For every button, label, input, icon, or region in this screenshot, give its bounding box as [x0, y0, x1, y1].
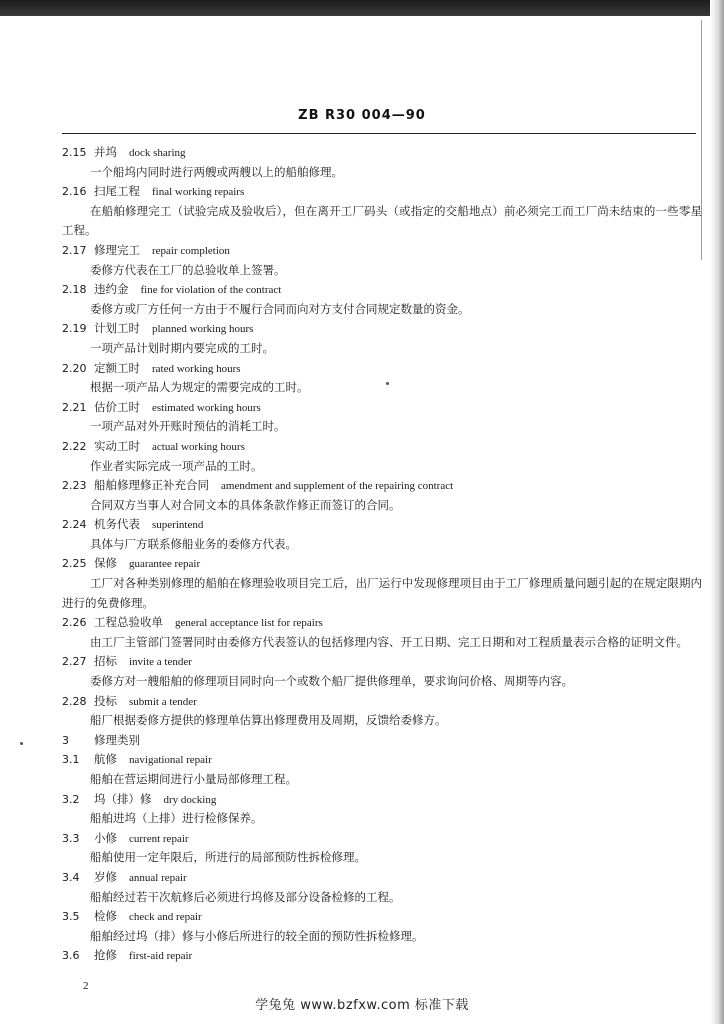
term-chinese: 小修: [94, 830, 117, 845]
term-number: 2.24: [62, 518, 87, 532]
term-definition: 船舶经过若干次航修后必须进行坞修及部分设备检修的工程。: [90, 889, 401, 904]
term-definition: 具体与厂方联系修船业务的委修方代表。: [90, 536, 297, 551]
term-english: fine for violation of the contract: [140, 284, 282, 297]
term-definition: 作业者实际完成一项产品的工时。: [90, 458, 263, 473]
document-body: [62, 143, 702, 966]
term-definition: 船舶在营运期间进行小量局部修理工程。: [90, 772, 297, 786]
term-number: 3.6: [62, 949, 80, 963]
term-number: 2.26: [62, 616, 87, 630]
header-rule: [62, 133, 696, 134]
term-number: 3.1: [62, 753, 80, 767]
term-definition: 在船舶修理完工（试验完成及验收后），但在离开工厂码头（或指定的交船地点）前必须完工而工厂尚未结束的一些零星工程。: [62, 203, 702, 238]
term-chinese: 投标: [94, 693, 117, 708]
term-english: dock sharing: [129, 147, 186, 159]
page-number: 2: [83, 980, 89, 992]
term-number: 2.25: [62, 557, 87, 571]
term-number: 2.15: [62, 146, 87, 159]
term-entry: [62, 319, 702, 358]
term-heading: [62, 946, 702, 966]
term-chinese: 修理完工: [94, 242, 140, 257]
term-chinese: 船舶修理修正补充合同: [94, 478, 209, 493]
term-chinese: 招标: [94, 654, 117, 669]
term-number: 2.18: [62, 283, 87, 297]
term-english: guarantee repair: [129, 558, 201, 571]
term-heading: [62, 731, 702, 751]
term-chinese: 扫尾工程: [94, 184, 140, 199]
term-number: 2.20: [62, 361, 87, 375]
term-entry: [62, 750, 702, 789]
term-heading: [62, 182, 702, 202]
term-heading: [62, 554, 702, 574]
scan-right-edge: [710, 0, 724, 1024]
term-definition: 根据一项产品人为规定的需要完成的工时。: [90, 380, 309, 395]
term-chinese: 岁修: [94, 869, 117, 884]
term-heading: [62, 907, 702, 927]
term-entry: [62, 946, 702, 966]
term-number: 2.23: [62, 479, 87, 493]
term-entry: [62, 280, 702, 319]
term-number: 2.22: [62, 439, 87, 453]
term-chinese: 抢修: [94, 948, 117, 963]
term-chinese: 保修: [94, 556, 117, 571]
term-english: general acceptance list for repairs: [175, 617, 323, 630]
term-english: current repair: [129, 832, 189, 845]
term-number: 3.5: [62, 910, 80, 924]
term-definition: 委修方对一艘船舶的修理项目同时向一个或数个船厂提供修理单，要求询问价格、周期等内容。: [90, 674, 573, 689]
term-chinese: 实动工时: [94, 438, 140, 453]
term-definition: 一项产品对外开账时预估的消耗工时。: [90, 419, 286, 434]
scan-top-border: [0, 0, 724, 16]
term-english: repair completion: [152, 244, 230, 257]
term-english: dry docking: [163, 793, 217, 806]
term-definition: 合同双方当事人对合同文本的具体条款作修正而签订的合同。: [90, 497, 401, 512]
term-entry: [62, 554, 702, 613]
term-english: check and repair: [129, 911, 202, 924]
term-entry: [62, 241, 702, 280]
term-heading: [62, 868, 702, 888]
term-entry: [62, 515, 702, 554]
term-chinese: 计划工时: [94, 321, 140, 336]
term-heading: [62, 790, 702, 810]
term-number: 3.3: [62, 831, 80, 845]
term-number: 2.17: [62, 243, 87, 257]
term-english: superintend: [152, 519, 204, 532]
term-number: 2.21: [62, 400, 87, 414]
term-heading: [62, 652, 702, 672]
term-number: 2.28: [62, 694, 87, 708]
term-chinese: 并坞: [94, 145, 117, 159]
term-chinese: 估价工时: [94, 399, 140, 414]
term-english: navigational repair: [129, 754, 212, 767]
term-heading: [62, 319, 702, 339]
site-watermark: 学兔兔 www.bzfxw.com 标准下载: [255, 998, 469, 1013]
term-entry: [62, 790, 702, 829]
term-heading: [62, 515, 702, 535]
term-chinese: 机务代表: [94, 517, 140, 532]
term-english: rated working hours: [152, 362, 241, 375]
term-number: 3: [62, 733, 69, 747]
term-entry: [62, 437, 702, 476]
document-code: ZB R30 004—90: [298, 108, 426, 123]
term-definition: 由工厂主管部门签署同时由委修方代表签认的包括修理内容、开工日期、完工日期和对工程质量表示合格的证明文件。: [90, 634, 688, 649]
term-entry: [62, 731, 702, 751]
term-heading: [62, 280, 702, 300]
term-number: 3.4: [62, 870, 80, 884]
term-definition: 委修方代表在工厂的总验收单上签署。: [90, 262, 286, 277]
term-chinese: 定额工时: [94, 360, 140, 375]
term-entry: [62, 143, 702, 182]
term-heading: [62, 476, 702, 496]
term-entry: [62, 692, 702, 731]
term-entry: [62, 182, 702, 241]
term-heading: [62, 613, 702, 633]
term-chinese: 航修: [94, 752, 117, 767]
term-entry: [62, 476, 702, 515]
term-definition: 船舶进坞（上排）进行检修保养。: [90, 811, 263, 826]
term-english: amendment and supplement of the repairing contract: [221, 480, 454, 493]
term-chinese: 坞（排）修: [94, 791, 152, 806]
term-entry: [62, 907, 702, 946]
term-entry: [62, 398, 702, 437]
term-number: 2.19: [62, 322, 87, 336]
term-heading: [62, 398, 702, 418]
term-english: planned working hours: [152, 323, 254, 336]
term-entry: [62, 829, 702, 868]
term-english: estimated working hours: [152, 401, 261, 414]
term-definition: 一项产品计划时期内要完成的工时。: [90, 340, 274, 355]
term-heading: [62, 750, 702, 770]
term-heading: [62, 437, 702, 457]
term-english: actual working hours: [152, 440, 245, 453]
scan-speck: [20, 742, 23, 745]
term-definition: 船舶经过坞（排）修与小修后所进行的较全面的预防性拆检修理。: [90, 928, 424, 943]
term-heading: [62, 692, 702, 712]
term-definition: 船厂根据委修方提供的修理单估算出修理费用及周期，反馈给委修方。: [90, 713, 447, 728]
term-english: submit a tender: [129, 695, 197, 708]
term-chinese: 违约金: [94, 282, 129, 297]
term-definition: 委修方或厂方任何一方由于不履行合同而向对方支付合同规定数量的资金。: [90, 301, 470, 316]
term-english: invite a tender: [129, 656, 192, 669]
term-chinese: 工程总验收单: [94, 615, 163, 630]
term-english: final working repairs: [152, 186, 245, 199]
term-chinese: 修理类别: [94, 732, 140, 747]
term-english: annual repair: [129, 871, 187, 884]
term-number: 2.16: [62, 185, 87, 199]
term-definition: 船舶使用一定年限后，所进行的局部预防性拆检修理。: [90, 850, 366, 865]
term-heading: [62, 359, 702, 379]
term-entry: [62, 613, 702, 652]
term-definition: 工厂对各种类别修理的船舶在修理验收项目完工后，出厂运行中发现修理项目由于工厂修理质量问题引起的在规定限期内进行的免费修理。: [62, 576, 702, 610]
term-number: 3.2: [62, 792, 80, 806]
term-entry: [62, 868, 702, 907]
term-heading: [62, 143, 702, 163]
term-chinese: 检修: [94, 909, 117, 924]
term-heading: [62, 829, 702, 849]
term-entry: [62, 359, 702, 398]
term-english: first-aid repair: [129, 950, 193, 963]
term-entry: [62, 652, 702, 691]
term-heading: [62, 241, 702, 261]
term-definition: 一个船坞内同时进行两艘或两艘以上的船舶修理。: [90, 164, 343, 179]
term-number: 2.27: [62, 655, 87, 669]
